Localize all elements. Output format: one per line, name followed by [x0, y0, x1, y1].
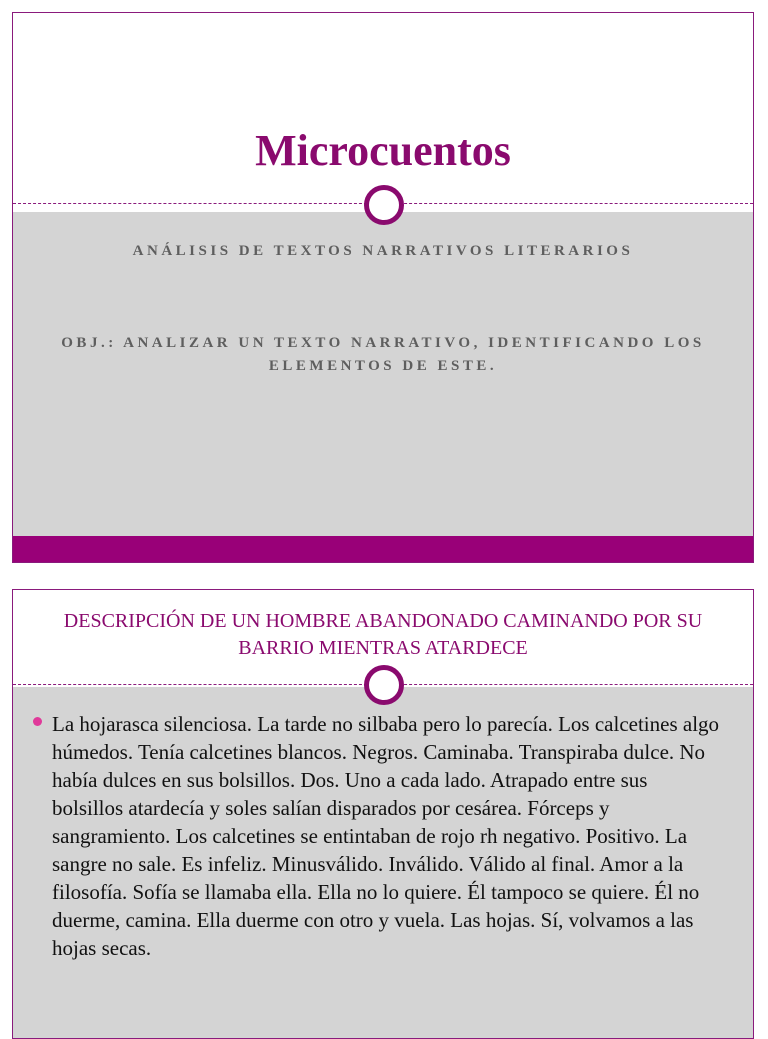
circle-ornament	[364, 665, 404, 705]
title-slide	[12, 12, 754, 563]
subtitle-zone	[13, 212, 753, 536]
slide-heading: DESCRIPCIÓN DE UN HOMBRE ABANDONADO CAMINANDO POR SU BARRIO MIENTRAS ATARDECE	[63, 610, 703, 659]
subtitle-analysis: ANÁLISIS DE TEXTOS NARRATIVOS LITERARIOS	[132, 243, 634, 259]
circle-ornament	[364, 185, 404, 225]
content-slide	[12, 589, 754, 1039]
subtitle-objective: OBJ.: ANALIZAR UN TEXTO NARRATIVO, IDENTIFICANDO LOS ELEMENTOS DE ESTE.	[61, 335, 705, 374]
bullet-icon	[33, 717, 42, 726]
slide-title: Microcuentos	[255, 126, 511, 175]
story-paragraph: La hojarasca silenciosa. La tarde no silbaba pero lo parecía. Los calcetines algo húmedos. Tenía calcetines blancos. Negros. Caminaba. Transpiraba dulce. No había dulces en sus bolsillos. Dos. Uno a cada lado. Atrapado entre sus bolsillos atardecía y soles salían disparados por cesárea. Fórceps y sangramiento. Los calcetines se entintaban de rojo rh negativo. Positivo. La sangre no sale. Es infeliz. Minusválido. Inválido. Válido al final. Amor a la filosofía. Sofía se llamaba ella. Ella no lo quiere. Él tampoco se quiere. Él no duerme, camina. Ella duerme con otro y vuela. Las hojas. Sí, volvamos a las hojas secas.	[52, 712, 720, 960]
bottom-accent-bar	[13, 536, 753, 562]
title-zone	[13, 13, 753, 203]
